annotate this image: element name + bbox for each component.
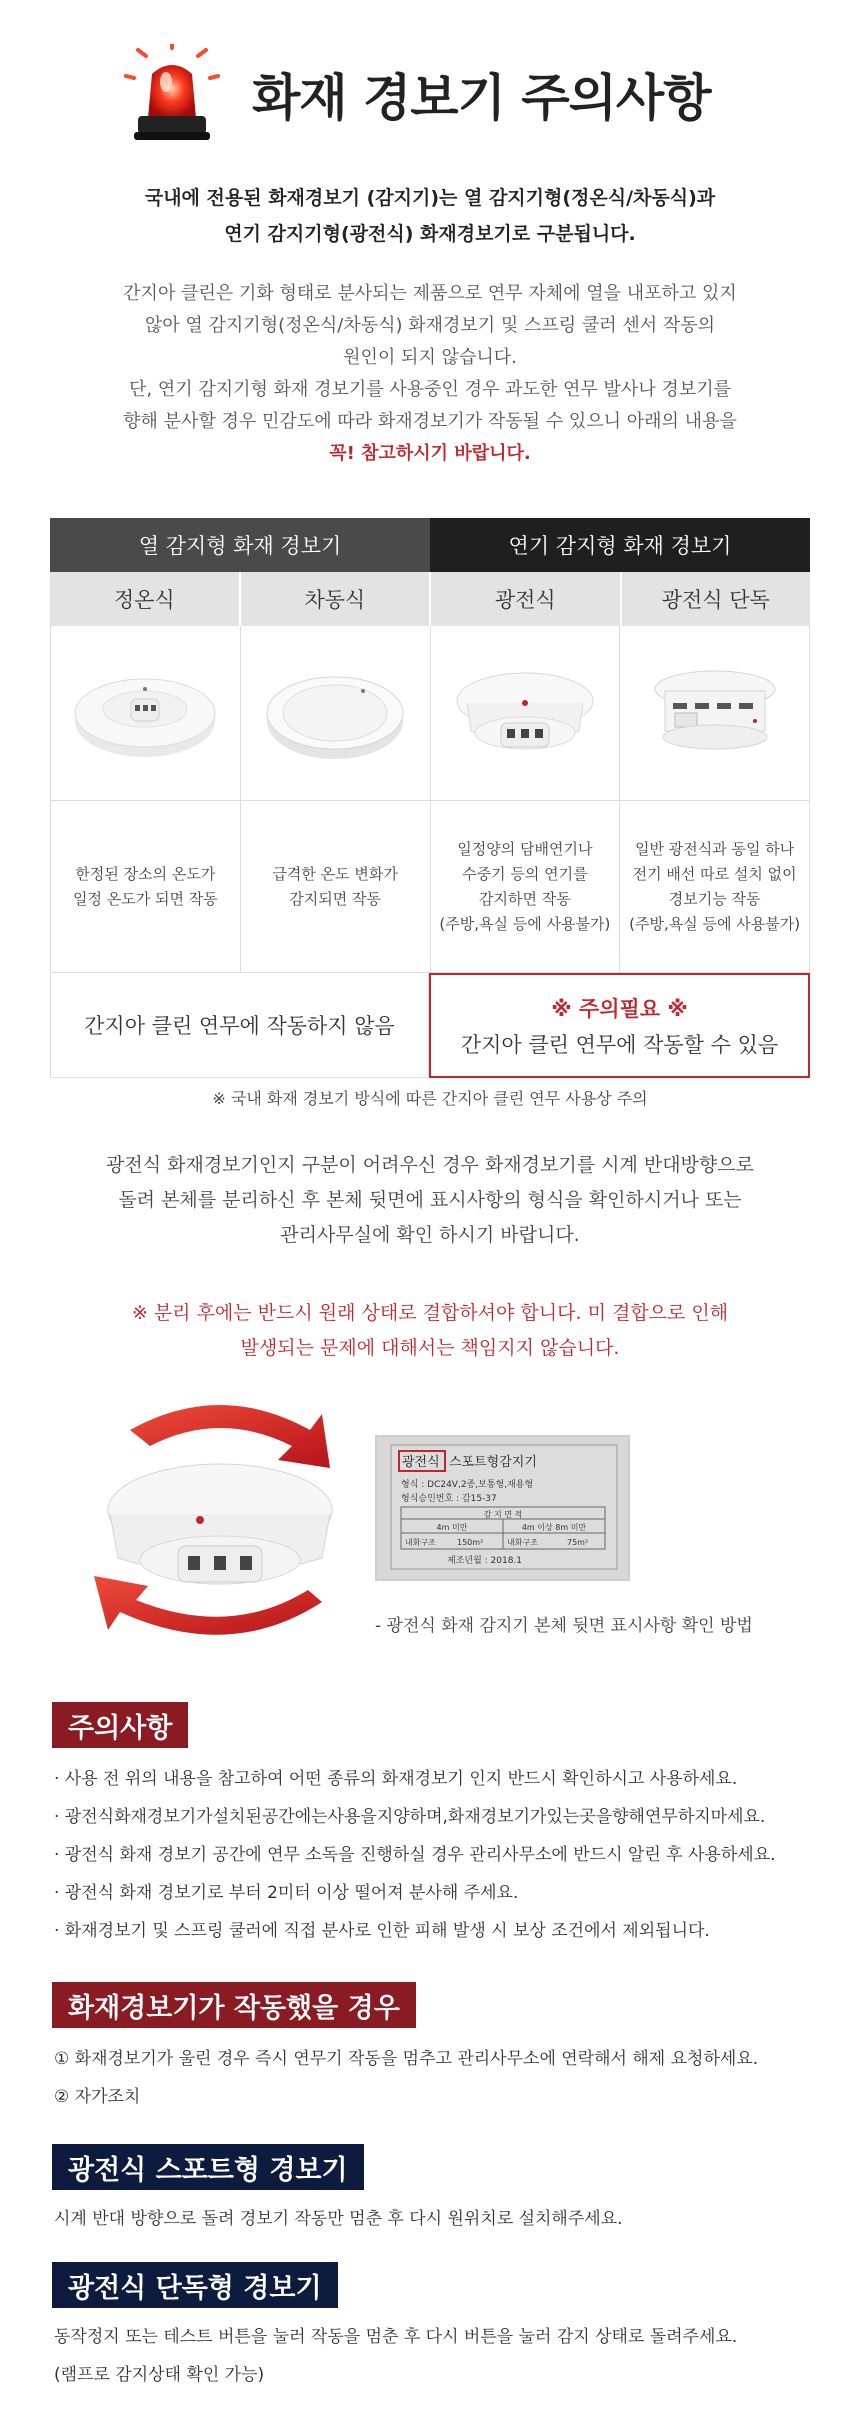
intro-line: 국내에 전용된 화재경보기 (감지기)는 열 감지기형(정온식/차동식)과 <box>144 187 716 209</box>
description-line: 경보기능 작동 <box>668 889 761 908</box>
table-caption: ※ 국내 화재 경보기 방식에 따른 간지아 클린 연무 사용상 주의 <box>212 1089 648 1108</box>
smoke-detector-header: 연기 감지형 화재 경보기 <box>430 518 810 572</box>
intro-text <box>0 180 860 252</box>
title-row <box>0 44 860 144</box>
instruction-line: 광전식 화재경보기인지 구분이 어려우신 경우 화재경보기를 시계 반대방향으로 <box>106 1154 754 1176</box>
description-line: 단, 연기 감지기형 화재 경보기를 사용중인 경우 과도한 연무 발사나 경보기를 <box>129 379 731 400</box>
list-item: · 광전식 화재 경보기 공간에 연무 소독을 진행하실 경우 관리사무소에 반드시 알린 후 사용하세요. <box>54 1845 776 1865</box>
label-table-header: 감 지 면 적 <box>483 1510 523 1519</box>
page-title: 화재 경보기 주의사항 <box>252 69 711 127</box>
description-line: 한정된 장소의 온도가 <box>75 864 216 883</box>
description-line: 급격한 온도 변화가 <box>272 864 398 883</box>
fixed-temperature-detector-image <box>65 643 225 783</box>
cautions-heading: 주의사항 <box>52 1702 188 1748</box>
instruction-line: 돌려 본체를 분리하신 후 본체 뒷면에 표시사항의 형식을 확인하시거나 또는 <box>118 1189 742 1211</box>
label-spec-line: 형식승인번호 : 감15-37 <box>401 1494 497 1504</box>
cautions-list <box>54 1760 834 1950</box>
warning-label: ※ 주의필요 ※ <box>551 996 688 1021</box>
fixed-temperature-description <box>50 801 241 973</box>
column-header: 차동식 <box>241 572 432 626</box>
description-line: 수중기 등의 연기를 <box>462 864 588 883</box>
list-item: · 광전식 화재 경보기로 부터 2미터 이상 떨어져 분사해 주세요. <box>54 1883 519 1903</box>
standalone-type-heading: 광전식 단독형 경보기 <box>52 2262 338 2308</box>
table-header-row <box>50 518 810 572</box>
list-item: 시계 반대 방향으로 돌려 경보기 작동만 멈춘 후 다시 원위치로 설치해주세요. <box>54 2209 623 2229</box>
label-row-value: 150m² <box>457 1538 484 1547</box>
description-line: 감지되면 작동 <box>289 889 381 908</box>
heat-detector-header: 열 감지형 화재 경보기 <box>50 518 430 572</box>
label-col2: 4m 이상 8m 미만 <box>521 1523 587 1532</box>
column-header: 광전식 <box>431 572 622 626</box>
triggered-list <box>54 2040 834 2116</box>
label-badge-text: 광전식 <box>402 1455 440 1470</box>
description-line: 전기 배선 따로 설치 없이 <box>632 864 797 883</box>
table-description-row <box>50 801 810 973</box>
label-row-value: 75m² <box>567 1538 589 1547</box>
photoelectric-detector-image <box>445 643 605 783</box>
triggered-heading: 화재경보기가 작동했을 경우 <box>52 1982 416 2028</box>
table-image-row <box>50 626 810 801</box>
list-item: · 사용 전 위의 내용을 참고하여 어떤 종류의 화재경보기 인지 반드시 확인하시고 사용하세요. <box>54 1769 738 1789</box>
list-item: · 화재경보기 및 스프링 쿨러에 직접 분사로 인한 피해 발생 시 보상 조건에서 제외됩니다. <box>54 1921 710 1941</box>
photoelectric-description <box>431 801 621 973</box>
column-header: 정온식 <box>50 572 241 626</box>
rotation-arrow-top <box>130 1405 330 1468</box>
label-col1: 4m 미만 <box>436 1523 468 1532</box>
table-image-cell <box>241 626 431 801</box>
check-instructions <box>0 1148 860 1253</box>
intro-line: 연기 감지기형(광전식) 화재경보기로 구분됩니다. <box>224 223 636 245</box>
description <box>0 278 860 470</box>
standalone-description <box>620 801 810 973</box>
table-image-cell <box>431 626 621 801</box>
label-title-text: 스포트형감지기 <box>449 1455 537 1470</box>
notice-line: 발생되는 문제에 대해서는 책임지지 않습니다. <box>240 1337 620 1359</box>
siren-icon <box>124 44 220 144</box>
description-line: 원인이 되지 않습니다. <box>343 347 517 368</box>
detector-comparison-table <box>50 518 810 1078</box>
reassembly-notice <box>0 1296 860 1366</box>
label-photo-caption: - 광전식 화재 감지기 본체 뒷면 표시사항 확인 방법 <box>375 1616 753 1636</box>
table-image-cell <box>620 626 810 801</box>
description-line: (주방,욕실 등에 사용불가) <box>629 914 801 933</box>
description-line: 일정 온도가 되면 작동 <box>73 889 218 908</box>
instruction-line: 관리사무실에 확인 하시기 바랍니다. <box>280 1224 580 1246</box>
spot-type-list <box>54 2200 834 2238</box>
description-line: 감지하면 작동 <box>479 889 571 908</box>
label-spec-line: 형식 : DC24V,2종,보통형,재용형 <box>401 1480 534 1490</box>
rotate-detector-illustration <box>60 1390 380 1670</box>
label-date: 제조년월 : 2018.1 <box>447 1556 523 1566</box>
description-line: 향해 분사할 경우 민감도에 따라 화재경보기가 작동될 수 있으니 아래의 내용을 <box>123 411 737 432</box>
list-item: ② 자가조치 <box>54 2087 141 2107</box>
table-image-cell <box>50 626 241 801</box>
smoke-note-text: 간지아 클린 연무에 작동할 수 있음 <box>460 1032 779 1057</box>
heat-detector-note <box>50 973 429 1078</box>
rate-of-rise-description <box>241 801 431 973</box>
column-header: 광전식 단독 <box>622 572 811 626</box>
detector-label-photo <box>375 1435 630 1581</box>
standalone-type-list <box>54 2318 834 2394</box>
description-line: 간지아 클린은 기화 형태로 분사되는 제품으로 연무 자체에 열을 내포하고 있지 <box>123 283 737 304</box>
rotation-arrow-bottom <box>94 1576 322 1635</box>
description-line: 일정양의 담배연기나 <box>457 839 593 858</box>
heat-note-text: 간지아 클린 연무에 작동하지 않음 <box>84 1014 395 1038</box>
table-subheader-row <box>50 572 810 626</box>
list-item: 동작정지 또는 테스트 버튼을 눌러 작동을 멈춘 후 다시 버튼을 눌러 감지 상태로 돌려주세요. <box>54 2327 738 2347</box>
list-item: (램프로 감지상태 확인 가능) <box>54 2365 265 2385</box>
notice-line: ※ 분리 후에는 반드시 원래 상태로 결합하셔야 합니다. 미 결합으로 인해 <box>131 1302 729 1324</box>
list-item: ① 화재경보기가 울린 경우 즉시 연무기 작동을 멈추고 관리사무소에 연락해서 해제 요청하세요. <box>54 2049 759 2069</box>
label-row-label: 내화구조 <box>405 1538 436 1547</box>
smoke-detector-note <box>429 973 810 1078</box>
description-line: (주방,욕실 등에 사용불가) <box>439 914 611 933</box>
list-item: · 광전식화재경보기가설치된공간에는사용을지양하며,화재경보기가있는곳을향해연무하지마세요. <box>54 1807 766 1827</box>
description-line: 않아 열 감지기형(정온식/차동식) 화재경보기 및 스프링 쿨러 센서 작동의 <box>144 315 716 336</box>
description-line: 일반 광전식과 동일 하나 <box>635 839 795 858</box>
spot-type-heading: 광전식 스포트형 경보기 <box>52 2144 364 2190</box>
description-emphasis: 꼭! 참고하시기 바랍니다. <box>329 443 531 464</box>
label-row-label: 내화구조 <box>507 1538 538 1547</box>
table-note-row <box>50 973 810 1078</box>
standalone-photoelectric-detector-image <box>635 643 795 783</box>
rate-of-rise-detector-image <box>255 643 415 783</box>
